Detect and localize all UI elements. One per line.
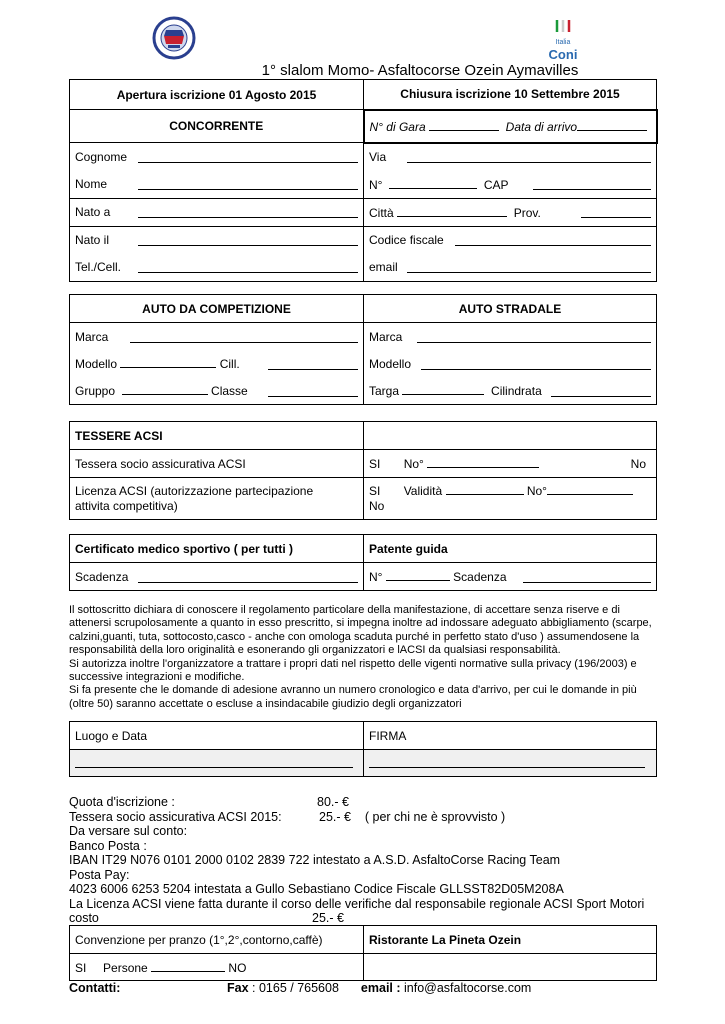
road-make-field[interactable] <box>417 331 651 343</box>
license-label-2: attivita competitiva) <box>75 498 178 513</box>
road-car-header: AUTO STRADALE <box>364 295 657 323</box>
race-make-field[interactable] <box>130 331 358 343</box>
province-field[interactable] <box>581 206 651 218</box>
acsi-table: TESSERE ACSI Tessera socio assicurativa ACSI SI No° No Licenza ACSI (autorizzazione partecipazione attivita competitiva) SI Validità No° No <box>69 421 657 520</box>
insurance-card-label: Tessera socio assicurativa ACSI <box>70 450 364 478</box>
cap-field[interactable] <box>533 178 651 190</box>
license-no-field[interactable] <box>386 569 450 581</box>
insurance-yes[interactable]: SI <box>369 457 381 471</box>
entry-fee: 80.- € <box>317 795 349 809</box>
validity-field[interactable] <box>446 483 524 495</box>
iban: IBAN IT29 N076 0101 2000 0102 2839 722 intestato a A.S.D. AsfaltoCorse Racing Team <box>69 853 561 867</box>
contacts-line: Contatti: Fax : 0165 / 765608 email : info@asfaltocorse.com <box>69 981 532 995</box>
displacement-field[interactable] <box>551 385 651 397</box>
lunch-no[interactable]: NO <box>228 960 247 975</box>
birthdate-field[interactable] <box>138 234 358 246</box>
lunch-yes[interactable]: SI <box>75 960 87 975</box>
postapay-number: 4023 6006 6253 5204 intestata a Gullo Sebastiano Codice Fiscale GLLSST82D05M208A <box>69 882 564 896</box>
medical-expiry-field[interactable] <box>138 571 358 583</box>
race-number-cell: N° di Gara Data di arrivo <box>364 110 657 143</box>
surname-field[interactable] <box>138 151 358 163</box>
medical-header: Certificato medico sportivo ( per tutti ) <box>70 535 364 563</box>
declaration-text: Il sottoscritto dichiara di conoscere il regolamento particolare della manifestazione, di accettare senza riserve e di attenersi scrupolosamente a quanto in esso prescritto, si impegna inoltre ad indossare adeguato abbigliamento (scarpe, calzini,guanti, tuta, sottocosto,casco - anche con omologa scaduta purché in perfetto stato d'uso ) assumendosene la responsabilità della loro originalità e esonerando gli organizzatori e lACSI da qualsiasi responsabilità. Si autorizza inoltre l'organizzatore a trattare i propri dati nel rispetto delle vigenti normative sulla privacy (196/2003) e successive integrazioni e modifiche. Si fa presente che le domande di adesione avranno un numero cronologico e data d'arrivo, per cui le domande in più (oltre 50) saranno accettate o escluse a insindacabile giudizio degli organizzatori <box>69 604 652 710</box>
lunch-agreement: Convenzione per pranzo (1°,2°,contorno,caffè) <box>70 926 364 954</box>
name-field[interactable] <box>138 178 358 190</box>
opening-date: Apertura iscrizione 01 Agosto 2015 <box>70 80 364 110</box>
fax-number: : 0165 / 765608 <box>252 981 339 995</box>
class-field[interactable] <box>268 385 358 397</box>
tax-code-field[interactable] <box>455 234 651 246</box>
coni-logo-text: Coni <box>548 47 578 62</box>
group-field[interactable] <box>122 383 208 395</box>
phone-field[interactable] <box>138 261 358 273</box>
race-car-header: AUTO DA COMPETIZIONE <box>70 295 364 323</box>
contact-email[interactable]: info@asfaltocorse.com <box>404 981 532 995</box>
insurance-no[interactable]: No <box>630 456 646 471</box>
license-expiry-field[interactable] <box>523 571 651 583</box>
fees-section: Quota d'iscrizione : 80.- € Tessera socio assicurativa ACSI 2015: 25.- € ( per chi ne è sprovvisto ) Da versare sul conto: Banco Posta : IBAN IT29 N076 0101 2000 0102 2839 722 intestato a A.S.D. AsfaltoCorse Racing Team Posta Pay: 4023 6006 6253 5204 intestata a Gullo Sebastiano Codice Fiscale GLLSST82D05M208A La Licenza ACSI viene fatta durante il corso delle verifiche dal responsabile regionale ACSI Sport Motori costo 25.- € <box>69 795 645 925</box>
arrival-date-field[interactable] <box>577 119 647 131</box>
signature-label: FIRMA <box>364 722 657 750</box>
road-model-field[interactable] <box>421 358 651 370</box>
contacts-label: Contatti: <box>69 981 121 995</box>
closing-date: Chiusura iscrizione 10 Settembre 2015 <box>364 80 657 110</box>
place-date-field[interactable] <box>75 756 353 768</box>
coni-logo <box>548 18 578 60</box>
persons-field[interactable] <box>151 960 225 972</box>
street-number-field[interactable] <box>389 177 477 189</box>
driving-license-header: Patente guida <box>364 535 657 563</box>
license-yes[interactable]: SI <box>369 484 381 498</box>
competitor-header: CONCORRENTE <box>70 110 364 143</box>
insurance-fee: 25.- € <box>319 809 351 824</box>
restaurant-name: Ristorante La Pineta Ozein <box>364 926 657 954</box>
place-date-label: Luogo e Data <box>70 722 364 750</box>
coni-logo-text-top: Italia <box>555 39 571 46</box>
race-cc-field[interactable] <box>268 358 358 370</box>
acsi-header: TESSERE ACSI <box>70 422 364 450</box>
birthplace-field[interactable] <box>138 206 358 218</box>
plate-field[interactable] <box>402 383 484 395</box>
acsi-logo <box>152 16 196 60</box>
license-label: Licenza ACSI (autorizzazione partecipazione <box>75 483 314 498</box>
competitor-table: Apertura iscrizione 01 Agosto 2015 Chiusura iscrizione 10 Settembre 2015 CONCORRENTE N° di Gara Data di arrivo Cognome Nome Via N° CAP Nato a Città Prov. Nato il Tel./Cell. Codice fiscale email <box>69 79 658 282</box>
license-no[interactable]: No <box>369 499 385 513</box>
license-number-field[interactable] <box>547 483 633 495</box>
signature-field[interactable] <box>369 756 645 768</box>
email-field[interactable] <box>407 261 651 273</box>
page-title: 1° slalom Momo- Asfaltocorse Ozein Aymavilles <box>261 62 579 79</box>
license-cost: 25.- € <box>312 911 344 925</box>
medical-table: Certificato medico sportivo ( per tutti ) Patente guida Scadenza N° Scadenza <box>69 534 657 591</box>
signature-table <box>69 721 657 777</box>
race-number-field[interactable] <box>429 119 499 131</box>
city-field[interactable] <box>397 205 507 217</box>
street-field[interactable] <box>407 151 651 163</box>
lunch-table: Convenzione per pranzo (1°,2°,contorno,caffè) Ristorante La Pineta Ozein SI Persone NO <box>69 925 657 981</box>
race-model-field[interactable] <box>120 356 216 368</box>
insurance-number-field[interactable] <box>427 456 539 468</box>
cars-table: AUTO DA COMPETIZIONE AUTO STRADALE Marca Modello Cill. Gruppo Classe Marca Modello Targa Cilindrata <box>69 294 657 405</box>
